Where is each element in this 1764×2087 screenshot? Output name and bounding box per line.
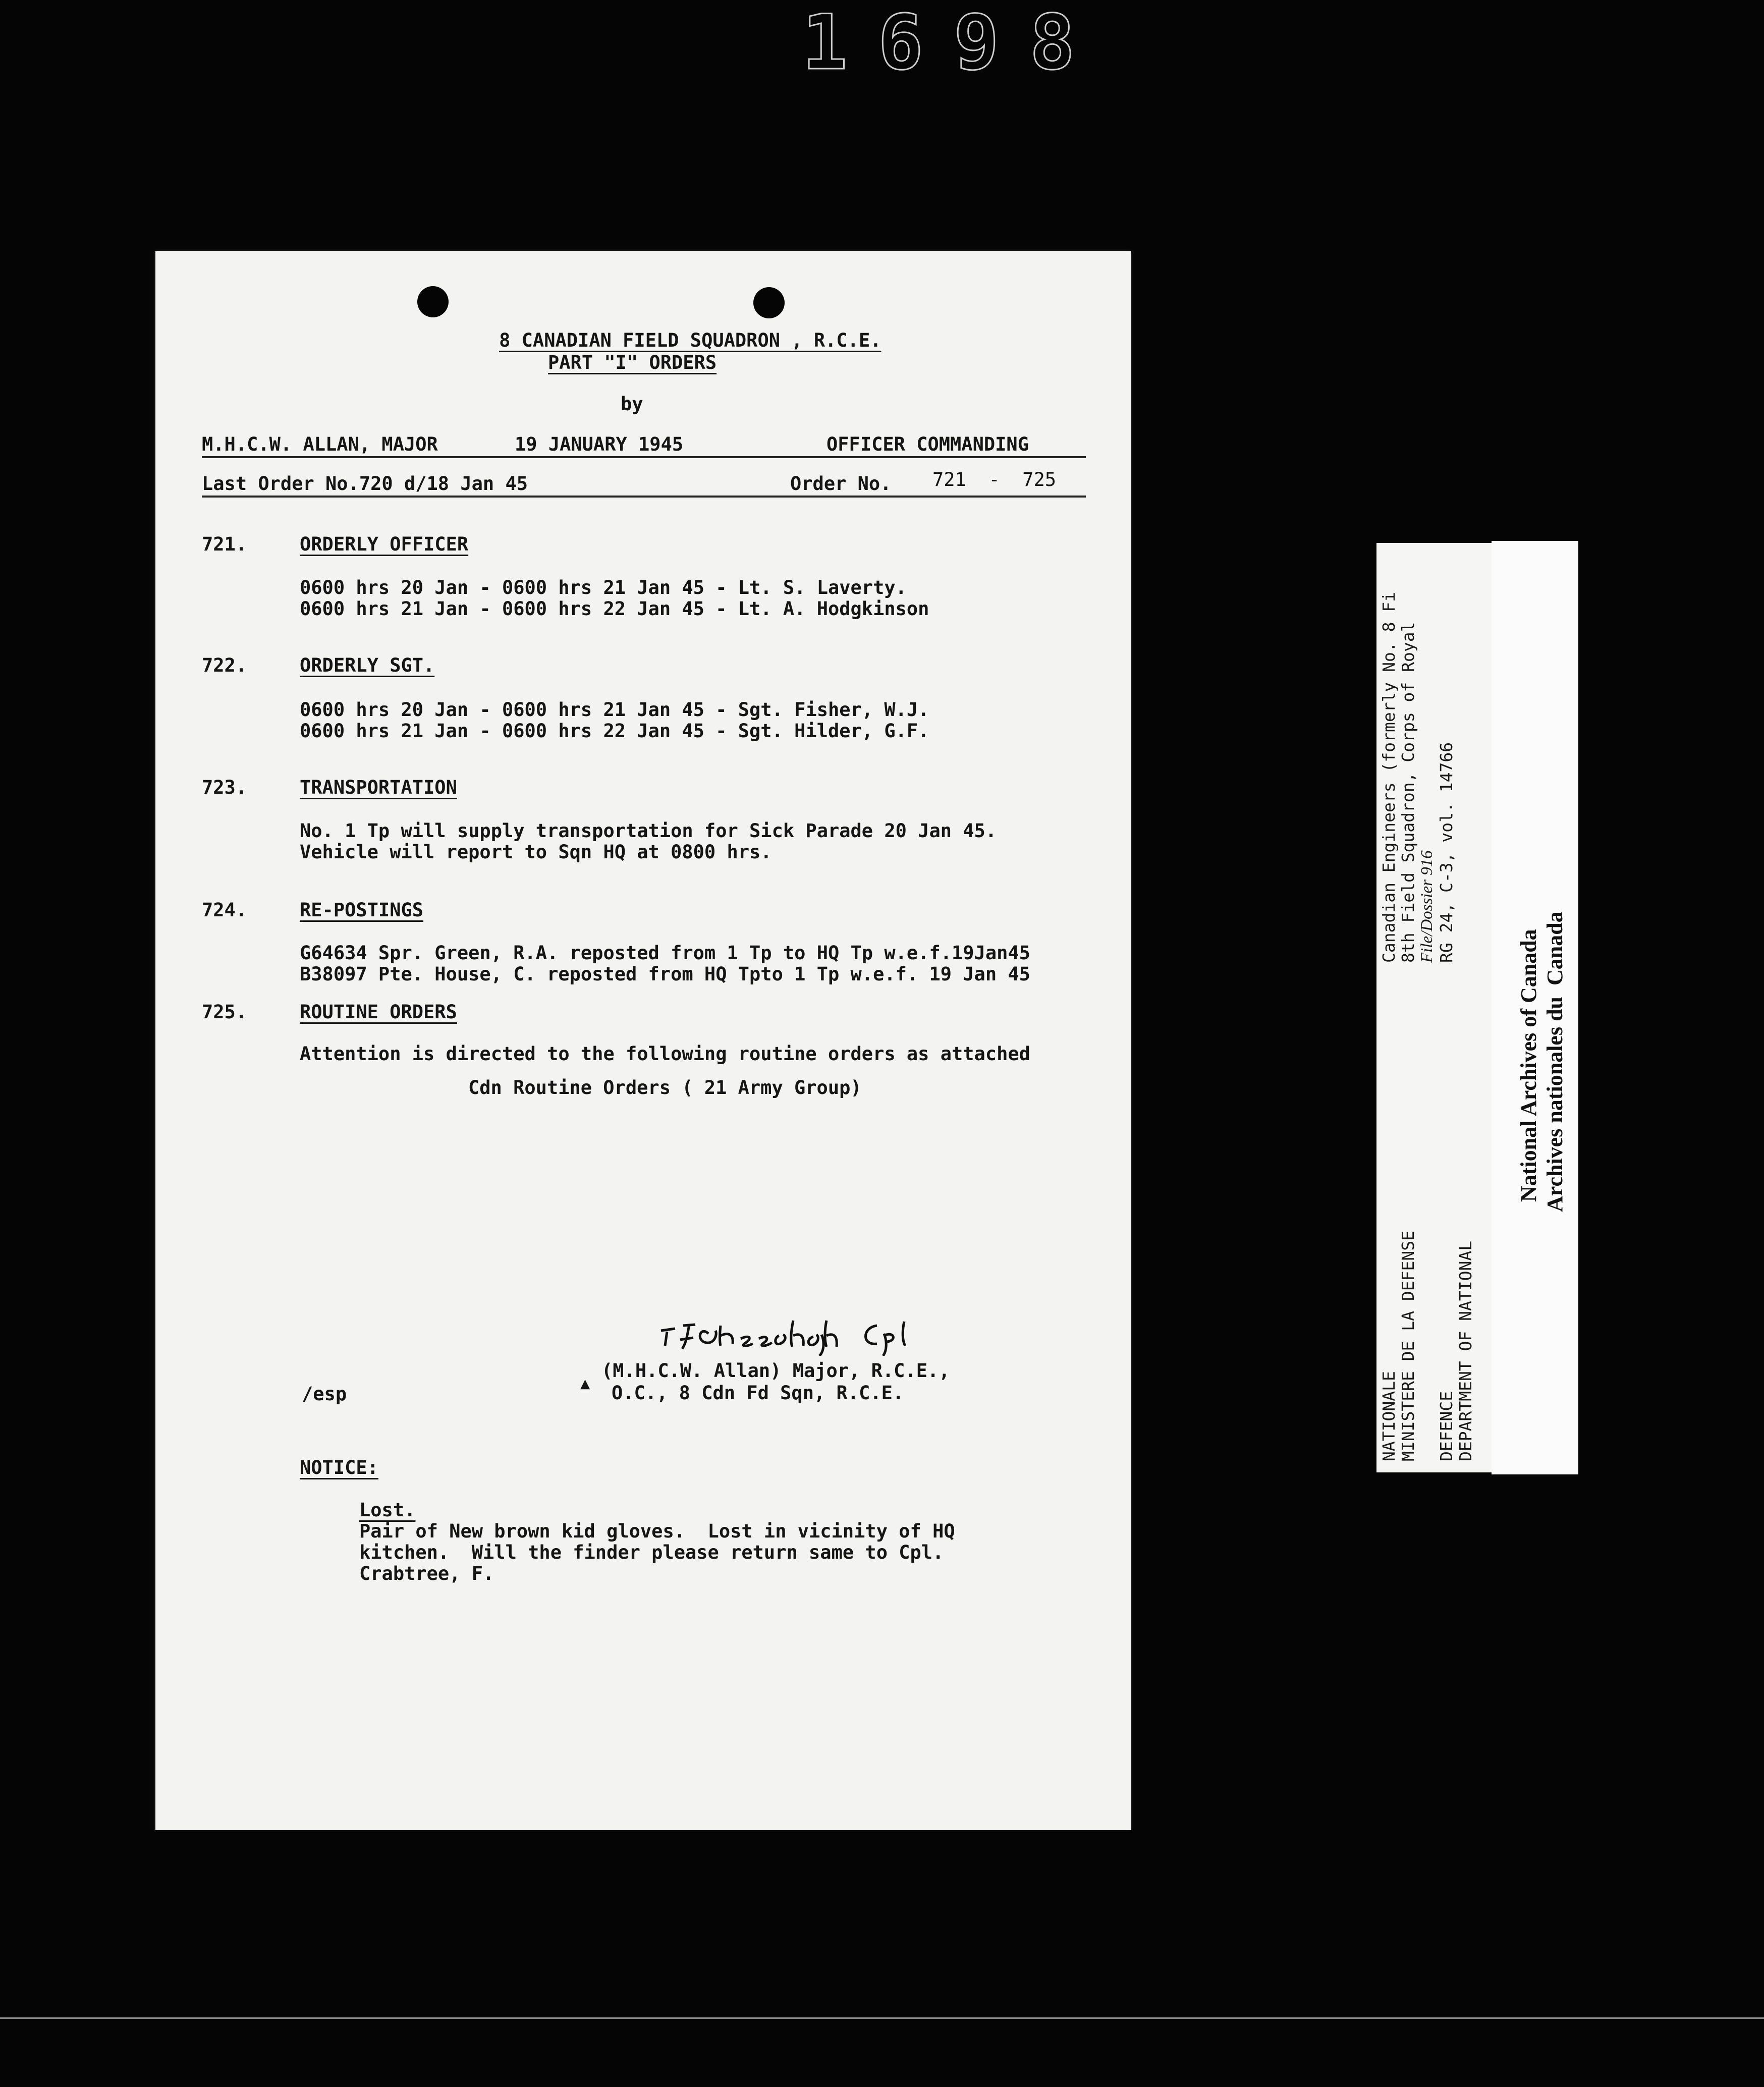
order-heading: ROUTINE ORDERS xyxy=(300,1001,457,1023)
order-range-label: Order No. xyxy=(790,473,892,495)
typist-initials: /esp xyxy=(302,1383,347,1405)
archive-label-line: National Archives of Canada xyxy=(1516,929,1541,1202)
order-document xyxy=(155,251,1131,1830)
handwritten-signature xyxy=(660,1310,983,1356)
order-number: 721. xyxy=(202,533,247,555)
bottom-rule xyxy=(0,2017,1764,2019)
order-line: Attention is directed to the following routine orders as attached xyxy=(300,1043,1030,1065)
order-line: G64634 Spr. Green, R.A. reposted from 1 Tp to HQ Tp w.e.f.19Jan45 xyxy=(300,942,1030,964)
archive-label xyxy=(1492,541,1578,1474)
order-line: Cdn Routine Orders ( 21 Army Group) xyxy=(468,1077,862,1099)
last-order: Last Order No.720 d/18 Jan 45 xyxy=(202,473,528,495)
officer-name: M.H.C.W. ALLAN, MAJOR xyxy=(202,433,438,455)
header-rule-1 xyxy=(202,456,1086,458)
order-range-value: 721 - 725 xyxy=(932,469,1057,490)
stamp-line: File/Dossier 916 xyxy=(1418,850,1436,963)
unit-title-text: 8 CANADIAN FIELD SQUADRON , R.C.E. xyxy=(499,329,881,351)
by-label: by xyxy=(621,393,643,415)
order-line: 0600 hrs 20 Jan - 0600 hrs 21 Jan 45 - Lt. S. Laverty. xyxy=(300,577,907,598)
header-rule-2 xyxy=(202,496,1086,498)
order-number: 723. xyxy=(202,777,247,798)
archive-label-line: Archives nationales du Canada xyxy=(1542,911,1567,1212)
order-line: No. 1 Tp will supply transportation for Sick Parade 20 Jan 45. xyxy=(300,820,997,842)
order-line: 0600 hrs 21 Jan - 0600 hrs 22 Jan 45 - Lt. A. Hodgkinson xyxy=(300,598,929,620)
notice-line: kitchen. Will the finder please return same to Cpl. xyxy=(359,1542,944,1563)
order-heading: TRANSPORTATION xyxy=(300,777,457,798)
notice-heading: NOTICE: xyxy=(300,1457,378,1478)
signature-marker: ▲ xyxy=(580,1374,590,1393)
order-line: 0600 hrs 21 Jan - 0600 hrs 22 Jan 45 - Sgt. Hilder, G.F. xyxy=(300,720,929,742)
archive-reference-stamp xyxy=(1376,543,1492,1472)
stamp-department: MINISTERE DE LA DEFENSE xyxy=(1398,1231,1418,1461)
order-number: 722. xyxy=(202,654,247,676)
order-line: 0600 hrs 20 Jan - 0600 hrs 21 Jan 45 - Sgt. Fisher, W.J. xyxy=(300,699,929,721)
stamp-department: DEFENCE xyxy=(1437,1391,1456,1461)
stamp-line: 8th Field Squadron, Corps of Royal xyxy=(1398,622,1418,963)
stamp-line: Canadian Engineers (formerly No. 8 Fi xyxy=(1379,591,1399,963)
punch-hole-left xyxy=(417,286,449,317)
notice-title: Lost. xyxy=(359,1499,416,1521)
order-number: 724. xyxy=(202,899,247,921)
frame-number: 1698 xyxy=(802,0,1106,87)
order-date: 19 JANUARY 1945 xyxy=(515,433,684,455)
stamp-line: RG 24, C-3, vol. 14766 xyxy=(1437,742,1456,963)
signature-line: (M.H.C.W. Allan) Major, R.C.E., xyxy=(601,1360,950,1382)
officer-role: OFFICER COMMANDING xyxy=(826,433,1029,455)
notice-line: Crabtree, F. xyxy=(359,1563,494,1584)
stamp-department: NATIONALE xyxy=(1379,1371,1399,1461)
order-heading: ORDERLY OFFICER xyxy=(300,533,469,555)
part-title: PART "I" ORDERS xyxy=(548,352,717,373)
order-number: 725. xyxy=(202,1001,247,1023)
order-line: B38097 Pte. House, C. reposted from HQ Tpto 1 Tp w.e.f. 19 Jan 45 xyxy=(300,963,1030,985)
order-heading: ORDERLY SGT. xyxy=(300,654,435,676)
order-heading: RE-POSTINGS xyxy=(300,899,424,921)
notice-line: Pair of New brown kid gloves. Lost in vicinity of HQ xyxy=(359,1520,955,1542)
stamp-department: DEPARTMENT OF NATIONAL xyxy=(1456,1240,1475,1461)
signature-line: O.C., 8 Cdn Fd Sqn, R.C.E. xyxy=(612,1382,904,1404)
order-line: Vehicle will report to Sqn HQ at 0800 hrs. xyxy=(300,841,772,863)
